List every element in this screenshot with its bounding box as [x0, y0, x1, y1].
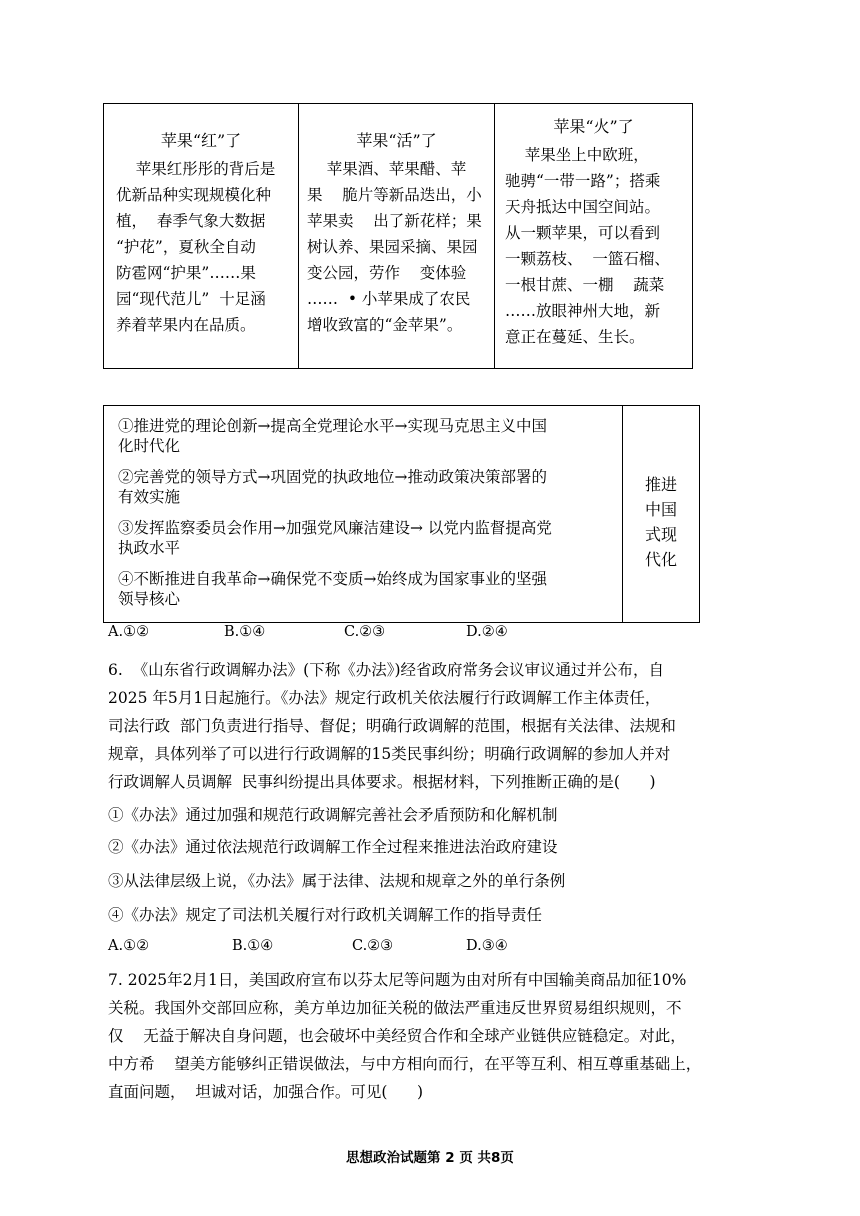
column-title: 苹果“红”了 [160, 131, 242, 150]
q7-stem: 7. 2025年2月1日，美国政府宣布以芬太尼等问题为由对所有中国输美商品加征10% 关税。我国外交部回应称，美方单边加征关税的做法严重违反世界贸易组织规则，不 仅 无益于解决自身问题，也会破坏中美经贸合作和全球产业链供应链稳定。对此， 中方希 望美方能够纠正错误做法，与中方相向而行，在平等互利、相互尊重基础上， 直面问题， 坦诚对话，加强合作。可见( ) [108, 971, 702, 1101]
column-title: 苹果“火”了 [553, 117, 634, 136]
q6-choice-c: C.②③ [352, 938, 394, 954]
q5-choice-c: C.②③ [344, 624, 386, 640]
q5-option: ②完善党的领导方式→巩固党的执政地位→推动政策决策部署的 有效实施 [118, 468, 547, 506]
apple-material-table [103, 103, 693, 369]
q6-option: ③从法律层级上说，《办法》属于法律、法规和规章之外的单行条例 [108, 872, 566, 890]
q5-option: ③发挥监察委员会作用→加强党风廉洁建设→ 以党内监督提高党 执政水平 [118, 519, 552, 557]
column-body: 苹果红彤彤的背后是 优新品种实现规模化种 植， 春季气象大数据 “护花”，夏秋全自动 防雹网“护果”……果 园“现代范儿” 十足涵 养着苹果内在品质。 [116, 160, 276, 334]
q6-choice-d: D.③④ [466, 938, 508, 954]
q6-choice-b: B.①④ [232, 938, 274, 954]
column-body: 苹果酒、苹果醋、苹 果 脆片等新品迭出，小 苹果卖 出了新花样；果 树认养、果园采摘、果园 变公园，劳作 变体验 …… • 小苹果成了农民 增收致富的“金苹果”。 [307, 160, 482, 334]
q5-option: ④不断推进自我革命→确保党不变质→始终成为国家事业的坚强 领导核心 [118, 570, 547, 608]
q6-option: ④《办法》规定了司法机关履行对行政机关调解工作的指导责任 [108, 906, 543, 924]
apple-column-alive [299, 104, 495, 368]
apple-column-hot [495, 104, 692, 368]
column-title: 苹果“活”了 [356, 131, 437, 150]
page-footer: 思想政治试题第 2 页 共8页 [346, 1150, 514, 1166]
q5-choice-b: B.①④ [224, 624, 266, 640]
column-body: 苹果坐上中欧班， 驰骋“一带一路”；搭乘 天舟抵达中国空间站。 从一颗苹果，可以看到 一颗荔枝、 一篮石榴、 一根甘蔗、一棚 蔬菜 ……放眼神州大地，新 意正在蔓延、生长。 [505, 146, 670, 346]
q6-option: ①《办法》通过加强和规范行政调解完善社会矛盾预防和化解机制 [108, 806, 558, 824]
q5-choice-a: A.①② [108, 624, 150, 640]
table-divider [622, 406, 623, 622]
q5-option: ①推进党的理论创新→提高全党理论水平→实现马克思主义中国 化时代化 [118, 417, 547, 455]
q5-side-label: 推进 中国 式现 代化 [644, 475, 677, 569]
q6-stem: 6. 《山东省行政调解办法》(下称《办法》)经省政府常务会议审议通过并公布，自 2025 年5月1日起施行。《办法》规定行政机关依法履行行政调解工作主体责任， 司法行政 部门负责进行指导、督促；明确行政调解的范围，根据有关法律、法规和 规章，具体列举了可以进行行政调解的15类民事纠纷；明确行政调解的参加人并对 行政调解人员调解 民事纠纷提出具体要求。根据材料，下列推断正确的是( ) [108, 661, 676, 791]
q5-options-table [103, 405, 700, 623]
q6-choice-a: A.①② [108, 938, 150, 954]
q6-option: ②《办法》通过依法规范行政调解工作全过程来推进法治政府建设 [108, 838, 558, 856]
apple-column-red [104, 104, 299, 368]
q5-choice-d: D.②④ [466, 624, 508, 640]
